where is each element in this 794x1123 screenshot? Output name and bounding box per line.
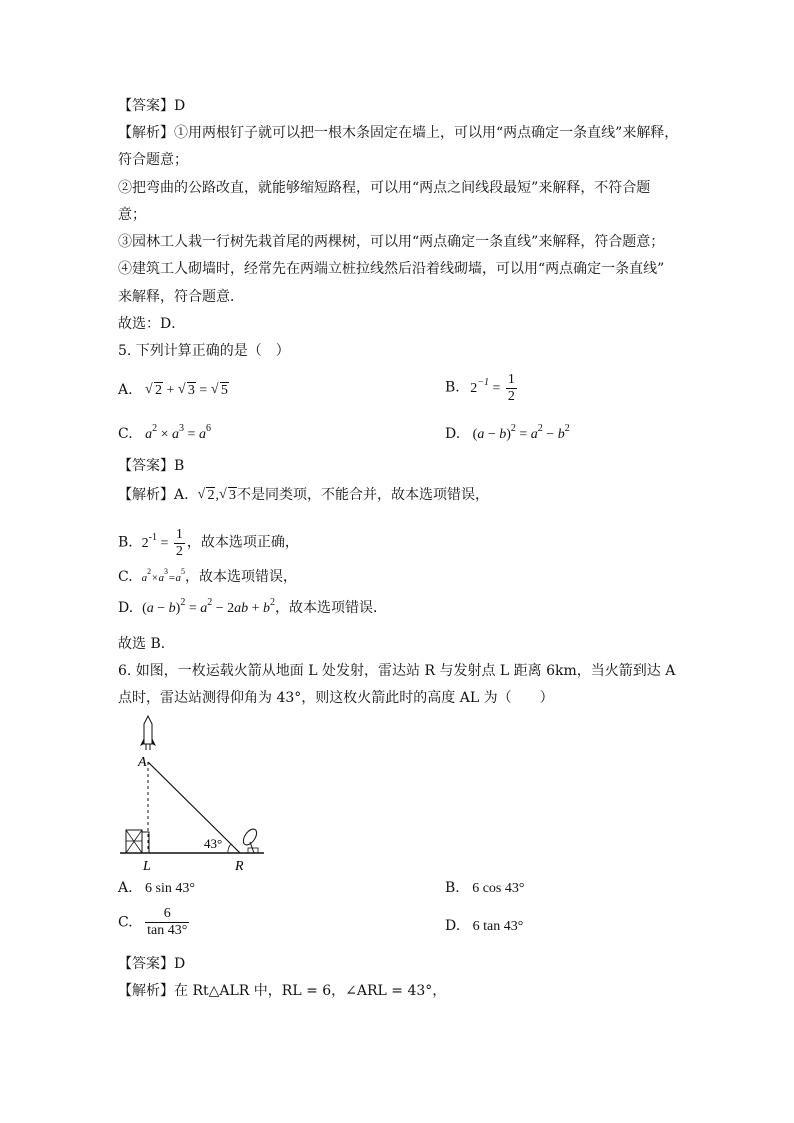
launch-tower-icon [126, 830, 149, 853]
rocket-radar-figure [118, 712, 278, 872]
option-b-expression: $2^{-1}$ = $\frac{1}{2}$ [470, 372, 515, 404]
answer-value: D [174, 956, 186, 972]
q5-option-b [445, 372, 519, 405]
analysis-d-text: ，故本选项错误． [275, 600, 388, 616]
q5-answer-line [118, 456, 184, 476]
answer-label: 【答案】 [118, 458, 174, 474]
q6-option-a [118, 878, 195, 899]
q6-option-d [445, 916, 523, 937]
option-letter: D. [445, 426, 461, 442]
analysis-a-text: 不是同类项，不能合并，故本选项错误， [236, 487, 489, 503]
option-b-expression: 6 cos 43° [472, 881, 525, 896]
answer-value: B [174, 458, 185, 474]
label-a: A [138, 755, 147, 770]
angle-arc [228, 844, 231, 853]
option-letter: D. [445, 918, 461, 934]
answer-label: 【答案】 [118, 956, 174, 972]
prev-analysis-line-6: ④建筑工人砌墙时，经常先在两端立桩拉线然后沿着线砌墙，可以用“两点确定一条直线” [118, 261, 665, 277]
q6-option-c [118, 906, 191, 939]
option-letter: B. [445, 379, 460, 396]
analysis-label: 【解析】 [118, 125, 174, 141]
option-letter: C. [118, 426, 133, 442]
prev-analysis-line-3: ②把弯曲的公路改直，就能够缩短路程，可以用“两点之间线段最短”来解释，不符合题 [118, 180, 651, 196]
analysis-text: ①用两根钉子就可以把一根木条固定在墙上，可以用“两点确定一条直线”来解释， [174, 125, 679, 141]
answer-label: 【答案】 [118, 98, 174, 114]
label-r: R [235, 859, 244, 872]
q5-conclusion: 故选 B． [118, 636, 175, 652]
option-letter: A. [118, 382, 133, 398]
radar-dish-icon [241, 827, 260, 853]
q5-option-d [445, 424, 570, 445]
label-l: L [143, 859, 151, 872]
prev-answer-line [118, 96, 185, 116]
prev-analysis-line-1 [118, 123, 678, 143]
angle-label: 43° [204, 836, 223, 851]
q5-option-a [118, 380, 229, 401]
option-c-expression: $\frac{6}{\tan 43^\circ}$ [147, 906, 188, 938]
prev-analysis-line-4: 意； [118, 207, 146, 223]
q6-option-b [445, 878, 524, 899]
option-c-expression: $a^2 \times a^3 = a^6$ [145, 423, 211, 442]
q5-option-c [118, 424, 211, 445]
q5-analysis-c: C. $a^2\times a^3=a^5$，故本选项错误， [118, 567, 297, 585]
option-d-expression: $(a - b)^2 = a^2 - b^2$ [472, 423, 570, 442]
prev-analysis-line-7: 来解释，符合题意． [118, 289, 244, 305]
line-of-sight [148, 762, 240, 853]
option-a-expression: 6 sin 43° [145, 881, 195, 896]
q6-stem-line-2: 点时，雷达站测得仰角为 43°，则这枚火箭此时的高度 AL 为（ ） [118, 690, 554, 706]
option-letter: A. [118, 880, 133, 896]
analysis-label: 【解析】 [118, 487, 174, 503]
rocket-icon [140, 716, 156, 750]
q5-analysis-d: D. $(a - b)^2 = a^2 - 2ab + b^2$，故本选项错误． [118, 597, 388, 616]
prev-analysis-line-5: ③园林工人栽一行树先栽首尾的两棵树，可以用“两点确定一条直线”来解释，符合题意； [118, 234, 665, 250]
q5-stem: 5. 下列计算正确的是（ ） [118, 343, 290, 359]
q6-answer-line [118, 954, 185, 974]
q5-analysis-b: B. $2^{-1}$ = $\frac{1}{2}$ ，故本选项正确， [118, 527, 299, 559]
analysis-b-text: ，故本选项正确， [186, 534, 299, 551]
option-letter: B. [445, 880, 460, 896]
option-d-expression: 6 tan 43° [472, 919, 524, 934]
q6-stem-line-1: 6. 如图，一枚运载火箭从地面 L 处发射，雷达站 R 与发射点 L 距离 6km，当火箭到达 A [118, 663, 676, 679]
prev-analysis-line-2: 符合题意； [118, 152, 188, 168]
option-letter: C. [118, 914, 133, 931]
option-a-expression: √ 2 + √ 3 = √ 5 [145, 383, 229, 398]
analysis-c-text: ，故本选项错误， [184, 569, 297, 585]
q6-analysis-line [118, 981, 446, 1001]
analysis-text: 在 Rt△ALR 中，RL = 6，∠ARL = 43°， [174, 983, 447, 999]
analysis-label: 【解析】 [118, 983, 174, 999]
answer-value: D [174, 98, 186, 114]
prev-conclusion: 故选：D． [118, 316, 186, 332]
q5-analysis-a: 【解析】A. √ 2,√ 3不是同类项，不能合并，故本选项错误， [118, 485, 489, 506]
